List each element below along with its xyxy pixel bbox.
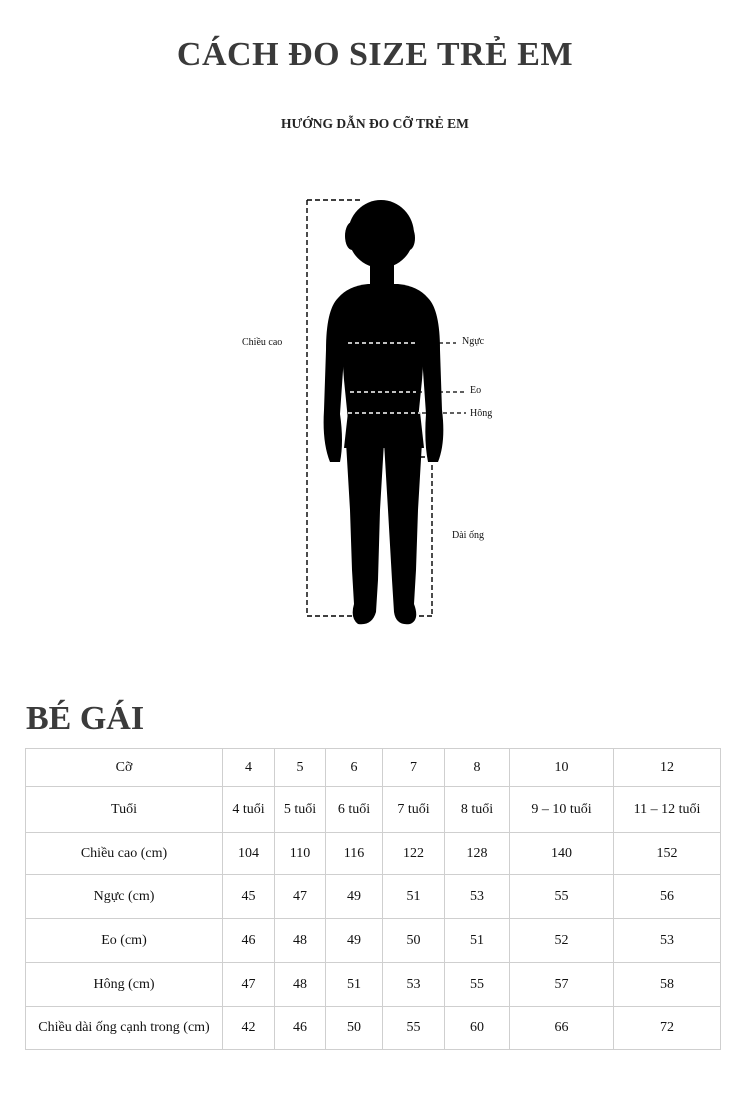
table-cell: 47 (275, 875, 326, 919)
table-cell: 50 (383, 919, 445, 963)
table-cell: 52 (510, 919, 614, 963)
height-label: Chiều cao (242, 337, 283, 348)
table-cell: 10 (510, 749, 614, 787)
table-cell: 72 (614, 1007, 721, 1050)
table-cell: 51 (445, 919, 510, 963)
table-cell: 128 (445, 833, 510, 875)
table-cell: 48 (275, 963, 326, 1007)
child-silhouette-illustration (0, 180, 750, 640)
table-cell: 53 (445, 875, 510, 919)
table-cell: 7 (383, 749, 445, 787)
table-header-row (26, 749, 721, 787)
table-cell: 45 (223, 875, 275, 919)
table-cell: 4 (223, 749, 275, 787)
table-row (26, 875, 721, 919)
chest-label: Ngực (462, 336, 485, 347)
section-title-girls: BÉ GÁI (26, 700, 145, 737)
table-cell: 7 tuổi (383, 787, 445, 833)
hip-label: Hông (470, 408, 493, 419)
table-cell: 110 (275, 833, 326, 875)
row-label-cell: Cỡ (26, 749, 223, 787)
row-label-cell: Eo (cm) (26, 919, 223, 963)
table-cell: 50 (326, 1007, 383, 1050)
table-cell: 5 (275, 749, 326, 787)
table-row (26, 963, 721, 1007)
table-cell: 12 (614, 749, 721, 787)
inseam-label: Dài ống (452, 530, 484, 541)
table-cell: 152 (614, 833, 721, 875)
table-cell: 58 (614, 963, 721, 1007)
table-cell: 49 (326, 919, 383, 963)
row-label-cell: Hông (cm) (26, 963, 223, 1007)
table-cell: 53 (383, 963, 445, 1007)
table-cell: 122 (383, 833, 445, 875)
table-cell: 8 tuổi (445, 787, 510, 833)
table-cell: 55 (445, 963, 510, 1007)
page-subtitle: HƯỚNG DẪN ĐO CỠ TRẺ EM (281, 116, 469, 131)
row-label-cell: Ngực (cm) (26, 875, 223, 919)
table-cell: 55 (510, 875, 614, 919)
table-cell: 46 (275, 1007, 326, 1050)
table-cell: 11 – 12 tuổi (614, 787, 721, 833)
table-cell: 104 (223, 833, 275, 875)
table-cell: 5 tuổi (275, 787, 326, 833)
table-row (26, 787, 721, 833)
table-cell: 53 (614, 919, 721, 963)
table-cell: 55 (383, 1007, 445, 1050)
table-cell: 60 (445, 1007, 510, 1050)
table-cell: 57 (510, 963, 614, 1007)
page-title: CÁCH ĐO SIZE TRẺ EM (176, 36, 574, 73)
table-cell: 8 (445, 749, 510, 787)
table-cell: 6 tuổi (326, 787, 383, 833)
table-cell: 47 (223, 963, 275, 1007)
table-row (26, 1007, 721, 1050)
table-cell: 49 (326, 875, 383, 919)
row-label-cell: Chiều dài ống cạnh trong (cm) (26, 1007, 223, 1050)
table-row (26, 919, 721, 963)
child-silhouette (324, 200, 444, 624)
table-cell: 66 (510, 1007, 614, 1050)
table-cell: 51 (383, 875, 445, 919)
measurement-diagram (0, 180, 750, 640)
table-cell: 6 (326, 749, 383, 787)
table-cell: 9 – 10 tuổi (510, 787, 614, 833)
table-cell: 4 tuổi (223, 787, 275, 833)
waist-label: Eo (470, 385, 482, 396)
table-cell: 51 (326, 963, 383, 1007)
table-row (26, 833, 721, 875)
table-cell: 48 (275, 919, 326, 963)
table-cell: 46 (223, 919, 275, 963)
row-label-cell: Chiều cao (cm) (26, 833, 223, 875)
size-chart-table (25, 748, 721, 1050)
table-cell: 56 (614, 875, 721, 919)
table-cell: 116 (326, 833, 383, 875)
table-cell: 42 (223, 1007, 275, 1050)
row-label-cell: Tuổi (26, 787, 223, 833)
table-cell: 140 (510, 833, 614, 875)
